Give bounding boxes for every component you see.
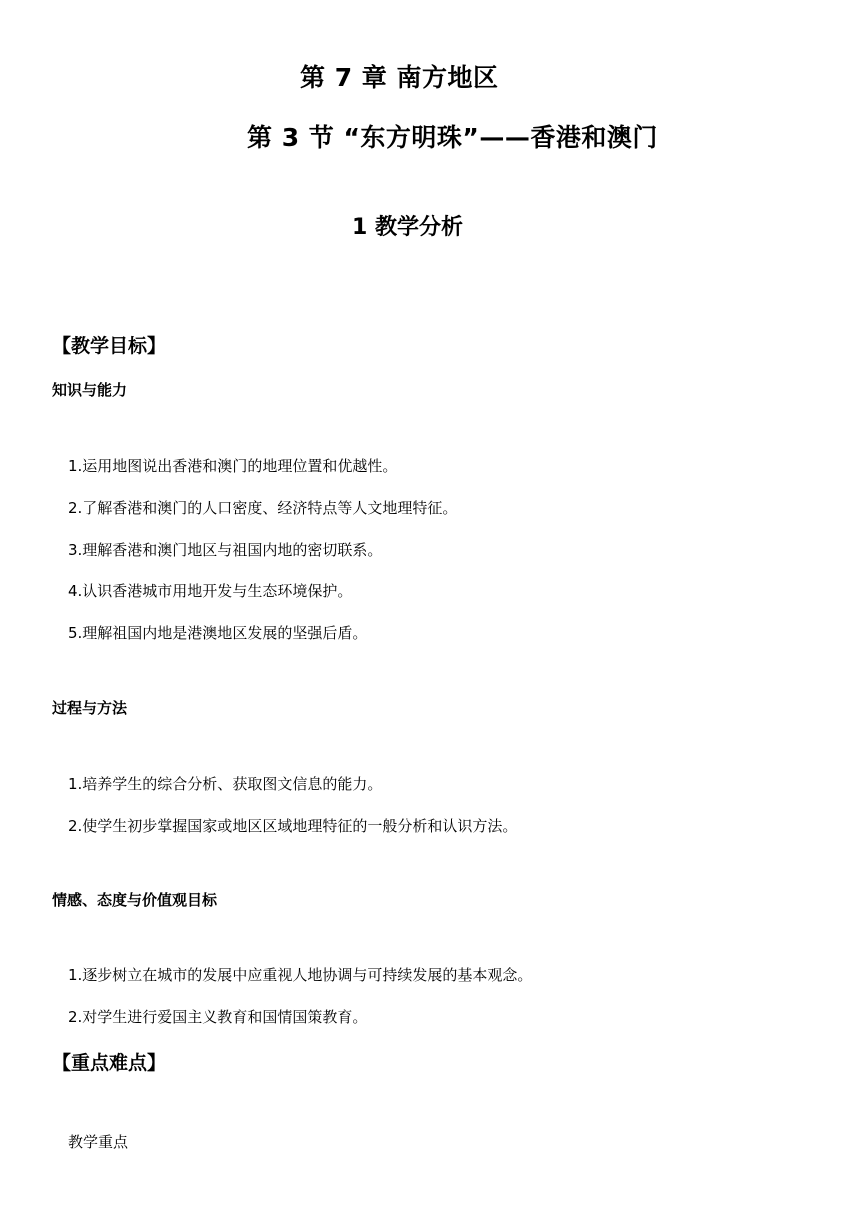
knowledge-item: 1.运用地图说出香港和澳门的地理位置和优越性。 [68, 457, 398, 475]
knowledge-ability-label: 知识与能力 [52, 381, 128, 399]
process-method-label: 过程与方法 [52, 699, 128, 717]
knowledge-item: 3.理解香港和澳门地区与祖国内地的密切联系。 [68, 541, 383, 559]
knowledge-item: 4.认识香港城市用地开发与生态环境保护。 [68, 582, 353, 600]
section-title: 第 3 节 “东方明珠”——香港和澳门 [247, 123, 658, 152]
process-item: 2.使学生初步掌握国家或地区区域地理特征的一般分析和认识方法。 [68, 817, 518, 835]
key-points-heading: 【重点难点】 [52, 1052, 167, 1074]
chapter-title: 第 7 章 南方地区 [300, 63, 499, 92]
emotion-item: 2.对学生进行爱国主义教育和国情国策教育。 [68, 1008, 368, 1026]
teaching-focus-label: 教学重点 [68, 1133, 129, 1151]
process-item: 1.培养学生的综合分析、获取图文信息的能力。 [68, 775, 383, 793]
objectives-heading: 【教学目标】 [52, 335, 167, 357]
knowledge-item: 5.理解祖国内地是港澳地区发展的坚强后盾。 [68, 624, 368, 642]
knowledge-item: 2.了解香港和澳门的人口密度、经济特点等人文地理特征。 [68, 499, 458, 517]
emotion-values-label: 情感、态度与价值观目标 [52, 891, 218, 909]
part-title: 1 教学分析 [352, 215, 463, 240]
emotion-item: 1.逐步树立在城市的发展中应重视人地协调与可持续发展的基本观念。 [68, 966, 533, 984]
